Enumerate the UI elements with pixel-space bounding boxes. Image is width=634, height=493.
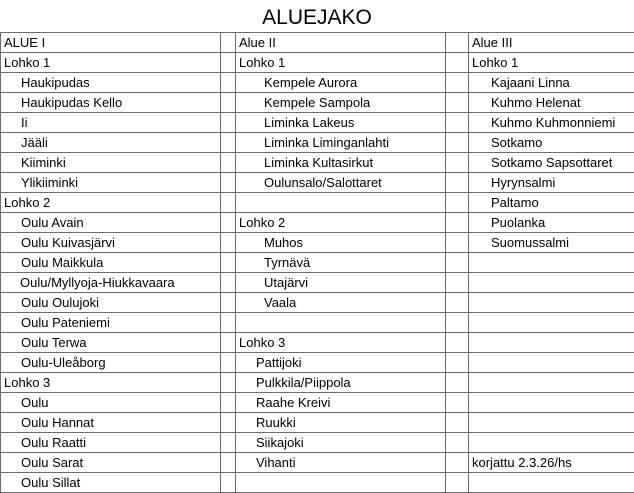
table-row [1, 113, 634, 133]
spacer-cell [446, 413, 469, 433]
alue-2-cell: Tyrnävä [236, 253, 446, 273]
alue-2-cell: Siikajoki [236, 433, 446, 453]
alue-3-cell [469, 273, 634, 293]
spacer-cell [221, 33, 236, 53]
column-header-alue-1: ALUE I [1, 33, 221, 53]
spacer-cell [221, 213, 236, 233]
alue-3-cell: Puolanka [469, 213, 634, 233]
spacer-cell [446, 233, 469, 253]
column-header-alue-2: Alue II [236, 33, 446, 53]
spacer-cell [446, 353, 469, 373]
alue-2-cell: Vaala [236, 293, 446, 313]
alue-1-cell: Oulu Raatti [1, 433, 221, 453]
alue-2-cell: Liminka Kultasirkut [236, 153, 446, 173]
spacer-cell [446, 473, 469, 493]
spacer-cell [221, 53, 236, 73]
alue-3-cell: Suomussalmi [469, 233, 634, 253]
alue-1-cell: Oulu Oulujoki [1, 293, 221, 313]
table-row [1, 213, 634, 233]
table-row [1, 473, 634, 493]
page-title: ALUEJAKO [262, 6, 372, 29]
spacer-cell [221, 113, 236, 133]
column-header-alue-3: Alue III [469, 33, 634, 53]
spacer-cell [221, 433, 236, 453]
alue-1-cell: Oulu [1, 393, 221, 413]
alue-1-cell: Oulu Avain [1, 213, 221, 233]
alue-2-cell: Liminka Lakeus [236, 113, 446, 133]
alue-3-cell [469, 353, 634, 373]
region-table [0, 32, 634, 493]
alue-3-cell [469, 253, 634, 273]
alue-1-cell: Oulu-Uleåborg [1, 353, 221, 373]
alue-3-cell [469, 333, 634, 353]
spacer-cell [221, 473, 236, 493]
table-row [1, 393, 634, 413]
alue-3-cell: Sotkamo [469, 133, 634, 153]
alue-2-cell: Lohko 1 [236, 53, 446, 73]
table-row [1, 313, 634, 333]
spacer-cell [446, 133, 469, 153]
alue-2-cell: Raahe Kreivi [236, 393, 446, 413]
alue-2-cell: Kempele Sampola [236, 93, 446, 113]
region-table-body [1, 33, 634, 493]
table-row [1, 453, 634, 473]
spacer-cell [446, 313, 469, 333]
alue-3-cell [469, 393, 634, 413]
alue-2-cell: Pulkkila/Piippola [236, 373, 446, 393]
alue-1-cell: Jääli [1, 133, 221, 153]
alue-2-cell: Lohko 2 [236, 213, 446, 233]
alue-3-cell: Lohko 1 [469, 53, 634, 73]
table-row [1, 333, 634, 353]
alue-3-cell: Kuhmo Kuhmonniemi [469, 113, 634, 133]
spacer-cell [221, 173, 236, 193]
alue-2-cell [236, 193, 446, 213]
alue-3-cell: Kajaani Linna [469, 73, 634, 93]
spacer-cell [221, 353, 236, 373]
alue-3-cell [469, 373, 634, 393]
alue-2-cell: Ruukki [236, 413, 446, 433]
spacer-cell [446, 93, 469, 113]
table-row [1, 353, 634, 373]
table-row [1, 373, 634, 393]
table-row [1, 133, 634, 153]
alue-3-cell: Hyrynsalmi [469, 173, 634, 193]
spacer-cell [221, 193, 236, 213]
spacer-cell [221, 453, 236, 473]
alue-1-cell: Lohko 1 [1, 53, 221, 73]
alue-1-cell: Ylikiiminki [1, 173, 221, 193]
spacer-cell [446, 153, 469, 173]
alue-2-cell [236, 313, 446, 333]
alue-2-cell: Kempele Aurora [236, 73, 446, 93]
spacer-cell [221, 153, 236, 173]
alue-1-cell: Oulu Terwa [1, 333, 221, 353]
alue-1-cell: Ii [1, 113, 221, 133]
table-row [1, 233, 634, 253]
table-row [1, 153, 634, 173]
alue-3-cell [469, 473, 634, 493]
alue-2-cell: Utajärvi [236, 273, 446, 293]
spacer-cell [221, 93, 236, 113]
spacer-cell [446, 113, 469, 133]
alue-2-cell: Liminka Liminganlahti [236, 133, 446, 153]
alue-2-cell: Pattijoki [236, 353, 446, 373]
alue-3-cell: korjattu 2.3.26/hs [469, 453, 634, 473]
spacer-cell [221, 253, 236, 273]
alue-1-cell: Oulu Maikkula [1, 253, 221, 273]
alue-1-cell: Oulu Hannat [1, 413, 221, 433]
spacer-cell [221, 293, 236, 313]
alue-2-cell: Oulunsalo/Salottaret [236, 173, 446, 193]
alue-3-cell [469, 413, 634, 433]
table-row [1, 413, 634, 433]
spacer-cell [221, 273, 236, 293]
spacer-cell [446, 33, 469, 53]
spacer-cell [221, 333, 236, 353]
spacer-cell [446, 293, 469, 313]
alue-1-cell: Oulu Sillat [1, 473, 221, 493]
table-row [1, 53, 634, 73]
alue-1-cell: Haukipudas [1, 73, 221, 93]
table-row [1, 173, 634, 193]
table-row [1, 193, 634, 213]
table-row [1, 273, 634, 293]
alue-3-cell: Kuhmo Helenat [469, 93, 634, 113]
header-row [1, 33, 634, 53]
alue-3-cell: Sotkamo Sapsottaret [469, 153, 634, 173]
table-row [1, 253, 634, 273]
alue-2-cell: Lohko 3 [236, 333, 446, 353]
spacer-cell [221, 73, 236, 93]
alue-1-cell: Haukipudas Kello [1, 93, 221, 113]
table-row [1, 93, 634, 113]
alue-1-cell: Lohko 3 [1, 373, 221, 393]
spacer-cell [221, 233, 236, 253]
alue-3-cell: Paltamo [469, 193, 634, 213]
table-row [1, 293, 634, 313]
spacer-cell [221, 313, 236, 333]
alue-1-cell: Oulu Kuivasjärvi [1, 233, 221, 253]
alue-1-cell: Oulu/Myllyoja-Hiukkavaara [1, 273, 221, 293]
spacer-cell [446, 393, 469, 413]
spacer-cell [446, 53, 469, 73]
spacer-cell [446, 213, 469, 233]
spacer-cell [221, 133, 236, 153]
spacer-cell [221, 373, 236, 393]
spacer-cell [446, 273, 469, 293]
table-row [1, 73, 634, 93]
table-row [1, 433, 634, 453]
spacer-cell [446, 433, 469, 453]
spacer-cell [446, 453, 469, 473]
alue-3-cell [469, 433, 634, 453]
spacer-cell [221, 393, 236, 413]
spacer-cell [446, 173, 469, 193]
alue-1-cell: Kiiminki [1, 153, 221, 173]
alue-2-cell [236, 473, 446, 493]
spacer-cell [446, 73, 469, 93]
alue-3-cell [469, 293, 634, 313]
spacer-cell [446, 253, 469, 273]
spacer-cell [221, 413, 236, 433]
alue-2-cell: Muhos [236, 233, 446, 253]
alue-2-cell: Vihanti [236, 453, 446, 473]
alue-3-cell [469, 313, 634, 333]
spacer-cell [446, 333, 469, 353]
alue-1-cell: Oulu Pateniemi [1, 313, 221, 333]
alue-1-cell: Oulu Sarat [1, 453, 221, 473]
spacer-cell [446, 373, 469, 393]
alue-1-cell: Lohko 2 [1, 193, 221, 213]
spacer-cell [446, 193, 469, 213]
